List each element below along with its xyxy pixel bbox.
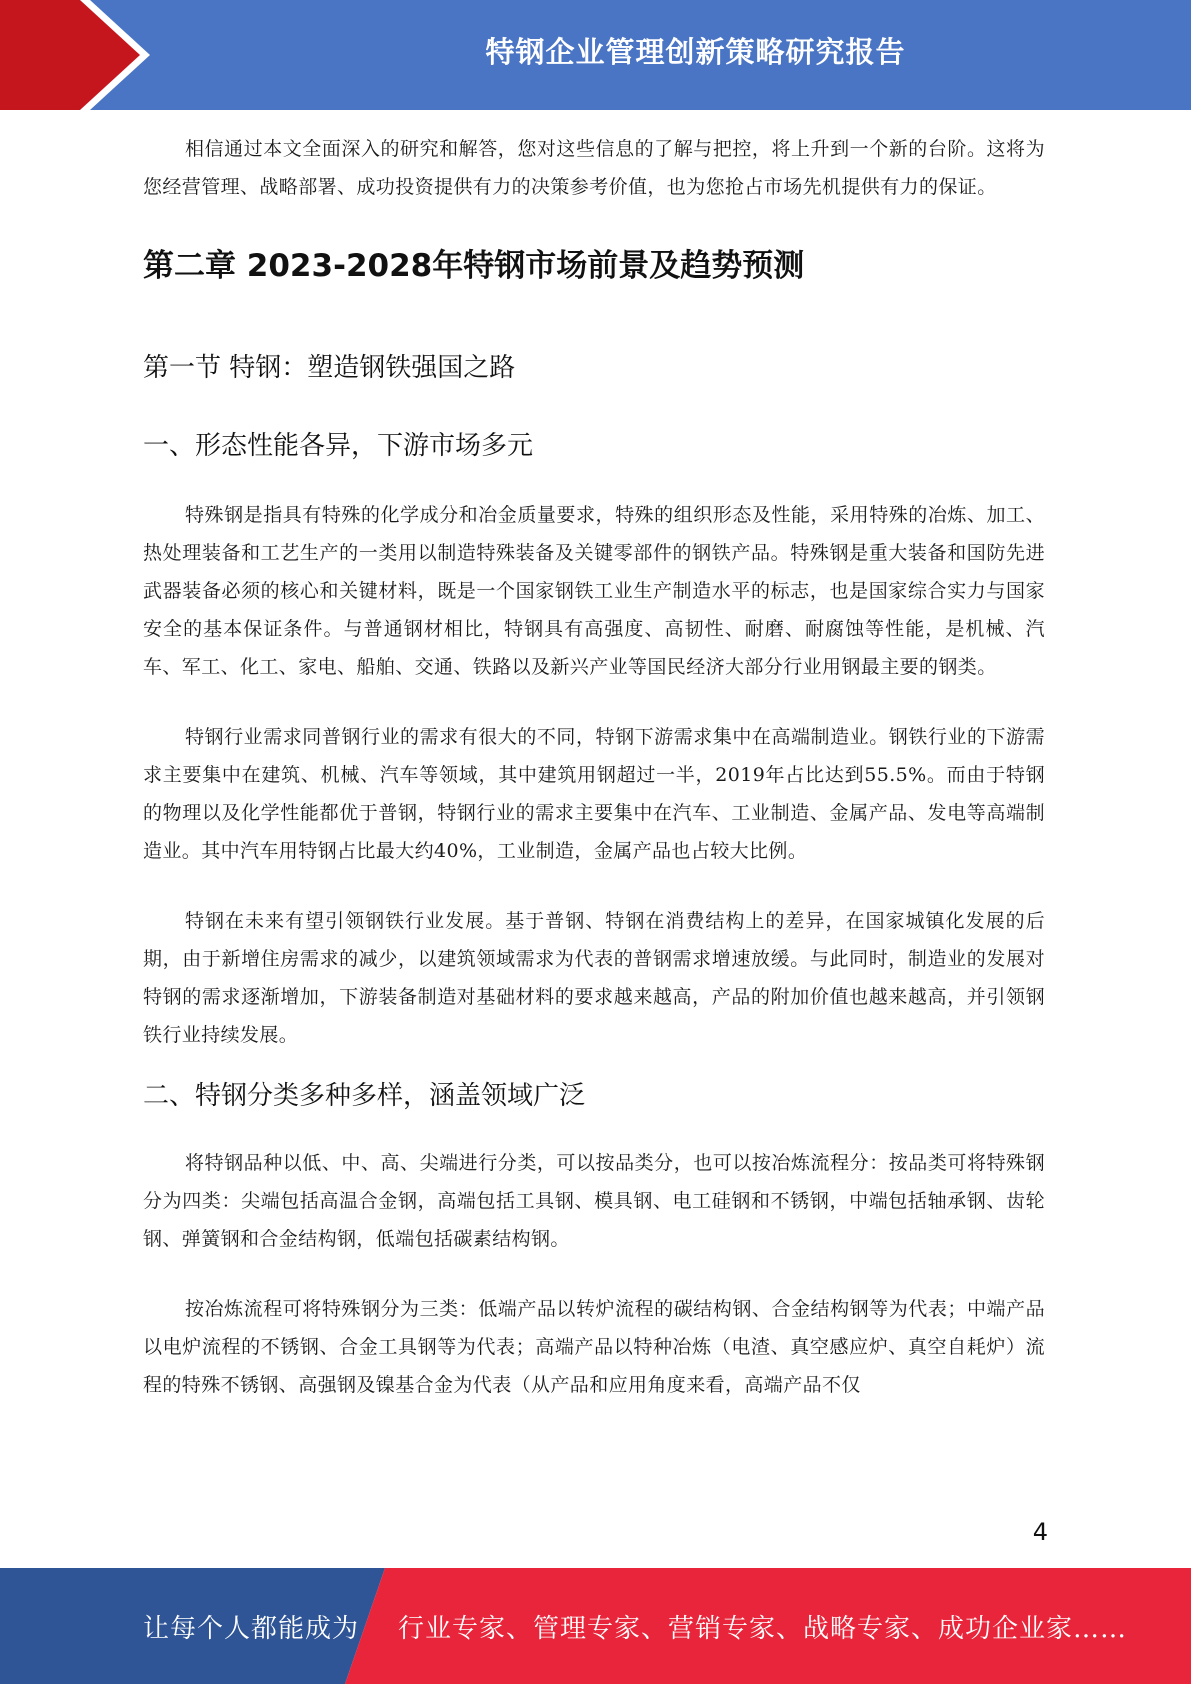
intro-paragraph: 相信通过本文全面深入的研究和解答，您对这些信息的了解与把控，将上升到一个新的台阶。这将为您经营管理、战略部署、成功投资提供有力的决策参考价值，也为您抢占市场先机提供有力的保证。 xyxy=(143,138,1045,198)
paragraph: 特钢行业需求同普钢行业的需求有很大的不同，特钢下游需求集中在高端制造业。钢铁行业的下游需求主要集中在建筑、机械、汽车等领域，其中建筑用钢超过一半，2019年占比达到55.5%。而由于特钢的物理以及化学性能都优于普钢，特钢行业的需求主要集中在汽车、工业制造、金属产品、发电等高端制造业。其中汽车用特钢占比最大约40%，工业制造，金属产品也占较大比例。 xyxy=(143,726,1045,862)
header-band xyxy=(0,0,1191,110)
footer-slogan-left: 让每个人都能成为 xyxy=(143,1613,360,1644)
footer-band xyxy=(0,1568,1191,1684)
footer-slogan-right: 行业专家、管理专家、营销专家、战略专家、成功企业家…… xyxy=(398,1613,1128,1644)
report-title: 特钢企业管理创新策略研究报告 xyxy=(485,34,906,69)
red-chevron-decoration xyxy=(0,0,150,110)
chapter-title: 第二章 2023-2028年特钢市场前景及趋势预测 xyxy=(143,248,805,284)
subsection-title-1: 一、形态性能各异，下游市场多元 xyxy=(143,431,534,461)
document-body xyxy=(143,130,1045,1404)
paragraph: 将特钢品种以低、中、高、尖端进行分类，可以按品类分，也可以按冶炼流程分：按品类可将特殊钢分为四类：尖端包括高温合金钢，高端包括工具钢、模具钢、电工硅钢和不锈钢，中端包括轴承钢、齿轮钢、弹簧钢和合金结构钢，低端包括碳素结构钢。 xyxy=(143,1152,1045,1250)
page-number: 4 xyxy=(1032,1518,1048,1546)
paragraph: 特殊钢是指具有特殊的化学成分和冶金质量要求，特殊的组织形态及性能，采用特殊的冶炼、加工、热处理装备和工艺生产的一类用以制造特殊装备及关键零部件的钢铁产品。特殊钢是重大装备和国防先进武器装备必须的核心和关键材料，既是一个国家钢铁工业生产制造水平的标志，也是国家综合实力与国家安全的基本保证条件。与普通钢材相比，特钢具有高强度、高韧性、耐磨、耐腐蚀等性能，是机械、汽车、军工、化工、家电、船舶、交通、铁路以及新兴产业等国民经济大部分行业用钢最主要的钢类。 xyxy=(143,504,1045,678)
paragraph: 特钢在未来有望引领钢铁行业发展。基于普钢、特钢在消费结构上的差异，在国家城镇化发展的后期，由于新增住房需求的减少，以建筑领域需求为代表的普钢需求增速放缓。与此同时，制造业的发展对特钢的需求逐渐增加，下游装备制造对基础材料的要求越来越高，产品的附加价值也越来越高，并引领钢铁行业持续发展。 xyxy=(143,910,1045,1046)
paragraph: 按冶炼流程可将特殊钢分为三类：低端产品以转炉流程的碳结构钢、合金结构钢等为代表；中端产品以电炉流程的不锈钢、合金工具钢等为代表；高端产品以特种冶炼（电渣、真空感应炉、真空自耗炉）流程的特殊不锈钢、高强钢及镍基合金为代表（从产品和应用角度来看，高端产品不仅 xyxy=(143,1298,1045,1396)
subsection-title-2: 二、特钢分类多种多样，涵盖领域广泛 xyxy=(143,1081,586,1111)
section-title: 第一节 特钢：塑造钢铁强国之路 xyxy=(143,353,516,383)
